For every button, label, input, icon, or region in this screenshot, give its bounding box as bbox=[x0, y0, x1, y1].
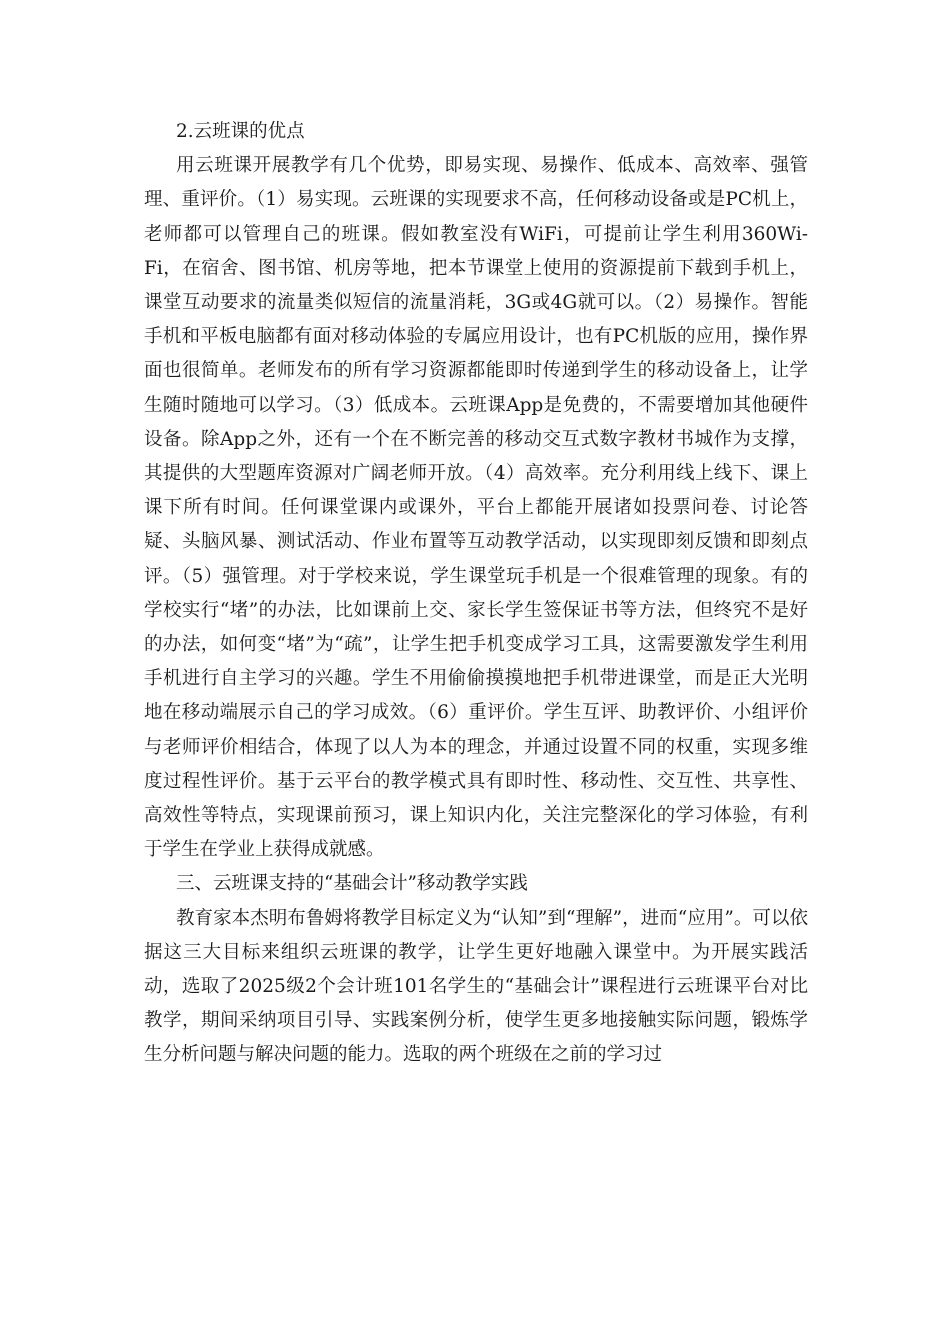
section-heading-practice: 三、云班课支持的“基础会计”移动教学实践 bbox=[176, 873, 528, 895]
paragraph-practice: 教育家本杰明布鲁姆将教学目标定义为“认知”到“理解”，进而“应用”。可以依据这三大目标来组织云班课的教学，让学生更好地融入课堂中。为开展实践活动，选取了2025级2个会计班101名学生的“基础会计”课程进行云班课平台对比教学，期间采纳项目引导、实践案例分析，使学生更多地接触实际问题，锻炼学生分析问题与解决问题的能力。选取的两个班级在之前的学习过 bbox=[144, 907, 808, 1066]
section-heading-advantages: 2.云班课的优点 bbox=[176, 121, 305, 142]
paragraph-advantages: 用云班课开展教学有几个优势，即易实现、易操作、低成本、高效率、强管理、重评价。（1）易实现。云班课的实现要求不高，任何移动设备或是PC机上，老师都可以管理自己的班课。假如教室没有WiFi，可提前让学生利用360Wi-Fi，在宿舍、图书馆、机房等地，把本节课堂上使用的资源提前下载到手机上，课堂互动要求的流量类似短信的流量消耗，3G或4G就可以。（2）易操作。智能手机和平板电脑都有面对移动体验的专属应用设计，也有PC机版的应用，操作界面也很简单。老师发布的所有学习资源都能即时传递到学生的移动设备上，让学生随时随地可以学习。（3）低成本。云班课App是免费的，不需要增加其他硬件设备。除App之外，还有一个在不断完善的移动交互式数字教材书城作为支撑，其提供的大型题库资源对广阔老师开放。（4）高效率。充分利用线上线下、课上课下所有时间。任何课堂课内或课外，平台上都能开展诸如投票问卷、讨论答疑、头脑风暴、测试活动、作业布置等互动教学活动，以实现即刻反馈和即刻点评。（5）强管理。对于学校来说，学生课堂玩手机是一个很难管理的现象。有的学校实行“堵”的办法，比如课前上交、家长学生签保证书等方法，但终究不是好的办法，如何变“堵”为“疏”，让学生把手机变成学习工具，这需要激发学生利用手机进行自主学习的兴趣。学生不用偷偷摸摸地把手机带进课堂，而是正大光明地在移动端展示自己的学习成效。（6）重评价。学生互评、助教评价、小组评价与老师评价相结合，体现了以人为本的理念，并通过设置不同的权重，实现多维度过程性评价。基于云平台的教学模式具有即时性、移动性、交互性、共享性、高效性等特点，实现课前预习，课上知识内化，关注完整深化的学习体验，有利于学生在学业上获得成就感。 bbox=[144, 155, 808, 861]
document-body bbox=[144, 115, 808, 1073]
